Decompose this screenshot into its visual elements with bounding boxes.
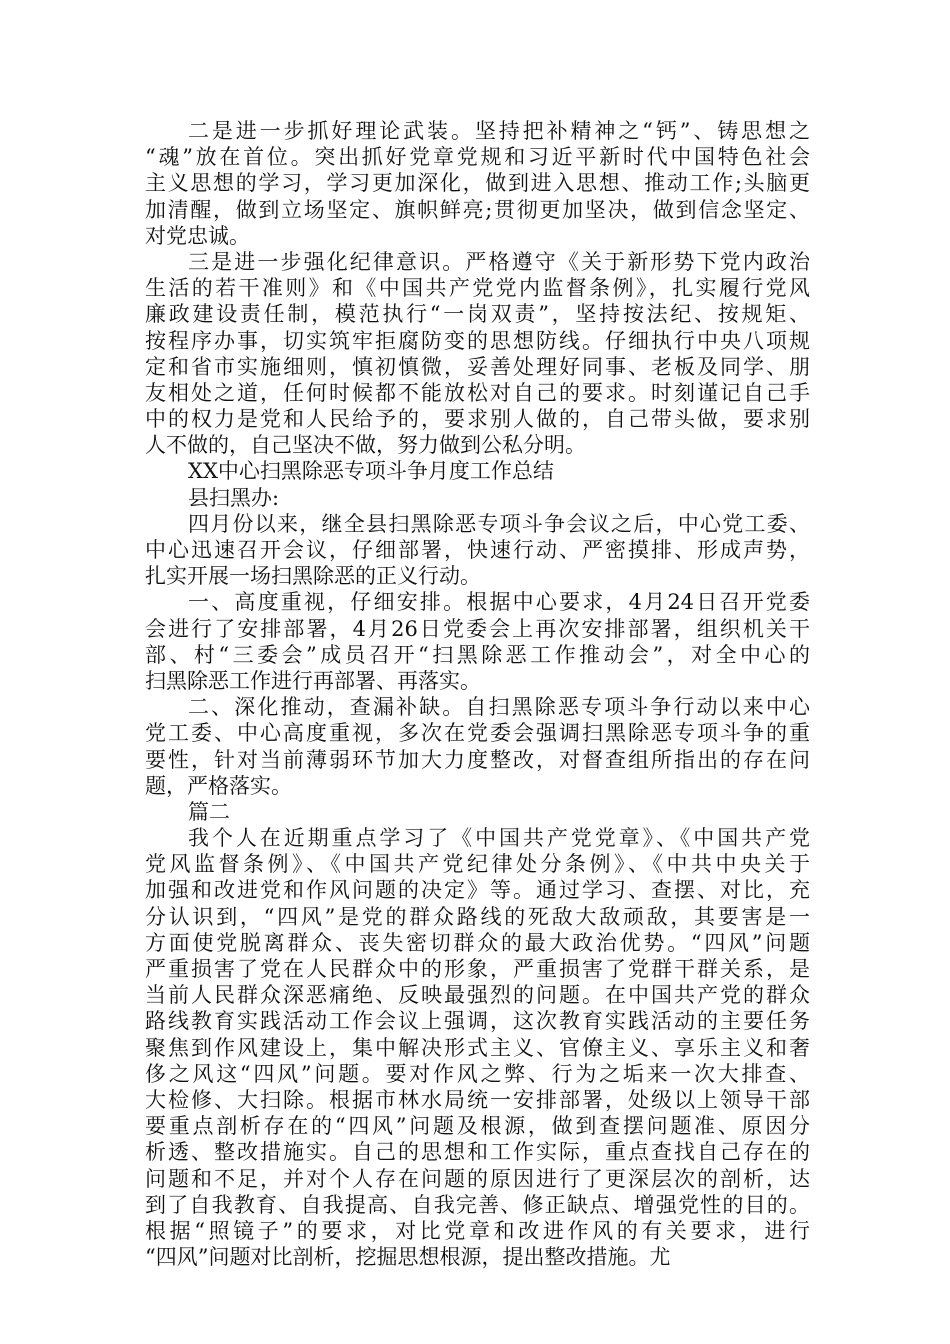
text-line: “四风”问题对比剖析，挖掘思想根源，提出整改措施。尤 (145, 1245, 671, 1270)
text-line: 要重点剖析存在的“四风”问题及根源，做到查摆问题准、原因分 (145, 1114, 810, 1139)
text-line: 扫黑除恶工作进行再部署、再落实。 (145, 668, 481, 693)
text-line: 析透、整改措施实。自己的思想和工作实际，重点查找自己存在的 (145, 1140, 810, 1165)
text-line: 生活的若干准则》和《中国共产党党内监督条例》，扎实履行党风 (145, 276, 810, 301)
text-line: 加清醒，做到立场坚定、旗帜鲜亮;贯彻更加坚决，做到信念坚定、 (145, 197, 810, 222)
text-line: 侈之风这“四风”问题。要对作风之弊、行为之垢来一次大排查、 (145, 1061, 810, 1086)
text-line: 方面使党脱离群众、丧失密切群众的最大政治优势。“四风”问题 (145, 930, 810, 955)
text-line: 题，严格落实。 (145, 773, 292, 798)
text-line: “魂”放在首位。突出抓好党章党规和习近平新时代中国特色社会 (145, 145, 810, 170)
text-line: 路线教育实践活动工作会议上强调，这次教育实践活动的主要任务 (145, 1009, 810, 1034)
text-line: 我个人在近期重点学习了《中国共产党党章》、《中国共产党 (188, 826, 810, 851)
text-line: 四月份以来，继全县扫黑除恶专项斗争会议之后，中心党工委、 (188, 511, 810, 536)
text-line: XX中心扫黑除恶专项斗争月度工作总结 (188, 459, 554, 484)
text-line: 定和省市实施细则，慎初慎微，妥善处理好同事、老板及同学、朋 (145, 354, 810, 379)
text-line: 中心迅速召开会议，仔细部署，快速行动、严密摸排、形成声势， (145, 538, 810, 562)
text-line: 廉政建设责任制，模范执行“一岗双责”，坚持按法纪、按规矩、 (145, 302, 810, 327)
text-line: 人不做的，自己坚决不做，努力做到公私分明。 (145, 433, 586, 458)
text-line: 大检修、大扫除。根据市林水局统一安排部署，处级以上领导干部 (145, 1087, 810, 1112)
text-line: 二、深化推动，查漏补缺。自扫黑除恶专项斗争行动以来中心 (188, 695, 810, 720)
text-line: 部、村“三委会”成员召开“扫黑除恶工作推动会”，对全中心的 (145, 642, 810, 667)
text-line: 中的权力是党和人民给予的，要求别人做的，自己带头做，要求别 (145, 407, 810, 432)
text-line: 分认识到，“四风”是党的群众路线的死敌大敌顽敌，其要害是一 (145, 904, 810, 929)
text-line: 到了自我教育、自我提高、自我完善、修正缺点、增强党性的目的。 (145, 1192, 810, 1217)
text-line: 问题和不足，并对个人存在问题的原因进行了更深层次的剖析，达 (145, 1166, 810, 1191)
text-line: 县扫黑办: (188, 485, 280, 510)
document-body (145, 118, 810, 1270)
text-line: 按程序办事，切实筑牢拒腐防变的思想防线。仔细执行中央八项规 (145, 328, 810, 353)
text-line: 友相处之道，任何时候都不能放松对自己的要求。时刻谨记自己手 (145, 380, 810, 405)
text-line: 三是进一步强化纪律意识。严格遵守《关于新形势下党内政治 (188, 249, 810, 274)
text-line: 聚焦到作风建设上，集中解决形式主义、官僚主义、享乐主义和奢 (145, 1035, 810, 1060)
text-line: 党风监督条例》、《中国共产党纪律处分条例》、《中共中央关于 (145, 852, 810, 877)
text-line: 主义思想的学习，学习更加深化，做到进入思想、推动工作;头脑更 (145, 171, 810, 196)
text-line: 扎实开展一场扫黑除恶的正义行动。 (145, 564, 481, 589)
text-line: 党工委、中心高度重视，多次在党委会强调扫黑除恶专项斗争的重 (145, 721, 810, 746)
text-line: 二是进一步抓好理论武装。坚持把补精神之“钙”、铸思想之 (188, 119, 810, 143)
text-line: 篇二 (188, 799, 230, 824)
text-line: 根据“照镜子”的要求，对比党章和改进作风的有关要求，进行 (145, 1218, 810, 1243)
text-line: 要性，针对当前薄弱环节加大力度整改，对督查组所指出的存在问 (145, 747, 810, 772)
text-line: 一、高度重视，仔细安排。根据中心要求，4月24日召开党委 (188, 590, 810, 615)
text-line: 当前人民群众深恶痛绝、反映最强烈的问题。在中国共产党的群众 (145, 983, 810, 1008)
text-line: 加强和改进党和作风问题的决定》等。通过学习、查摆、对比，充 (145, 878, 810, 903)
text-line: 严重损害了党在人民群众中的形象，严重损害了党群干群关系，是 (145, 957, 810, 981)
text-line: 对党忠诚。 (145, 223, 250, 248)
text-line: 会进行了安排部署，4月26日党委会上再次安排部署，组织机关干 (145, 616, 810, 641)
